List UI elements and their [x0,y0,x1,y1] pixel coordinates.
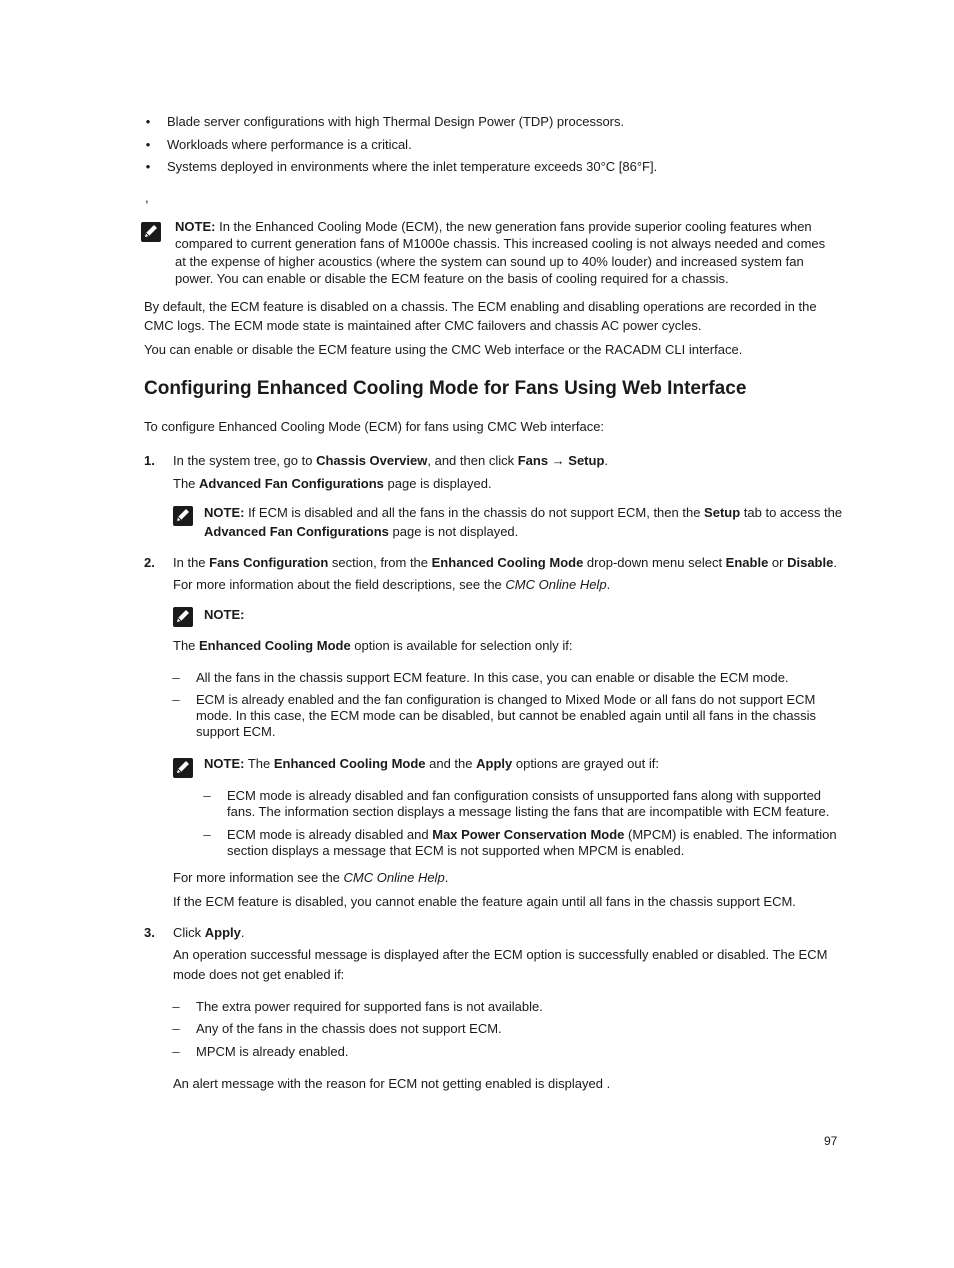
dash-marker: – [172,692,180,707]
dash-item: Any of the fans in the chassis does not support ECM. [196,1021,502,1036]
ui-ref-fans-configuration: Fans Configuration [209,555,329,570]
ui-ref-fans: Fans [517,453,549,468]
section-heading: Configuring Enhanced Cooling Mode for Fans Using Web Interface [144,378,747,399]
dash-item: MPCM is already enabled. [196,1044,349,1059]
dash-marker: – [172,999,180,1014]
step3-desc: An operation successful message is displayed after the ECM option is successfully enabled or disabled. The ECM [173,947,828,962]
pencil-note-icon [173,607,193,627]
sub-dash-item: fans. The information section displays a message listing the fans that are incompatible with ECM feature. [227,804,830,819]
ui-ref-apply: Apply [476,756,513,771]
sub-dash-item: section displays a message that ECM is not supported when MPCM is enabled. [227,843,685,858]
dash-marker: – [172,1044,180,1059]
ui-ref-max-power-conservation-mode: Max Power Conservation Mode [432,827,625,842]
ui-ref-setup: Setup [704,505,741,520]
dash-marker: – [203,788,211,803]
note1-line: power. You can enable or disable the ECM feature on the basis of cooling required for a chassis. [175,271,729,286]
step2-note2-line: NOTE: The Enhanced Cooling Mode and the Apply options are grayed out if: [204,756,659,771]
bullet-dot: • [145,137,151,152]
step1-result: The Advanced Fan Configurations page is displayed. [173,476,492,491]
sub-dash-item: ECM mode is already disabled and Max Power Conservation Mode (MPCM) is enabled. The information [227,827,837,842]
dash-item: All the fans in the chassis support ECM feature. In this case, you can enable or disable the ECM mode. [196,670,789,685]
ui-ref-apply: Apply [204,925,241,940]
ui-ref-chassis-overview: Chassis Overview [316,453,428,468]
stray-mark: , [145,190,149,205]
dash-item: support ECM. [196,724,276,739]
dash-item: mode. In this case, the ECM mode can be disabled, but cannot be enabled again until all fans in the chassis [196,708,817,723]
paragraph-line: You can enable or disable the ECM feature using the CMC Web interface or the RACADM CLI interface. [144,342,743,357]
bullet-item: Workloads where performance is a critical. [167,137,412,152]
dash-marker: – [172,1021,180,1036]
step3-desc: mode does not get enabled if: [173,967,345,982]
pencil-note-icon [173,758,193,778]
doc-ref-cmc-online-help: CMC Online Help [343,870,445,885]
ui-ref-enhanced-cooling-mode: Enhanced Cooling Mode [273,756,426,771]
ui-ref-disable: Disable [787,555,834,570]
note-label: NOTE: [204,756,245,771]
note-label: NOTE: [204,607,245,622]
ui-ref-advanced-fan-configurations: Advanced Fan Configurations [199,476,384,491]
sub-dash-item: ECM mode is already disabled and fan configuration consists of unsupported fans along with supported [227,788,822,803]
bullet-dot: • [145,114,151,129]
ui-ref-enhanced-cooling-mode: Enhanced Cooling Mode [431,555,584,570]
page-number: 97 [824,1134,838,1148]
note1-line: compared to current generation fans of M1000e chassis. This increased cooling is not always needed and comes [175,236,826,251]
step3-text: Click Apply. [173,925,245,940]
dash-marker: – [172,670,180,685]
step-number: 3. [144,925,155,940]
bullet-item: Blade server configurations with high Thermal Design Power (TDP) processors. [167,114,625,129]
paragraph-line: By default, the ECM feature is disabled on a chassis. The ECM enabling and disabling operations are recorded in the [144,299,817,314]
note1-line: at the expense of higher acoustics (where the system can sound up to 40% louder) and increased system fan [175,254,804,269]
pencil-note-icon [141,222,161,242]
intro-text: To configure Enhanced Cooling Mode (ECM) for fans using CMC Web interface: [144,419,605,434]
step1-note-line: NOTE: If ECM is disabled and all the fans in the chassis do not support ECM, then the Setup tab to access the [204,505,843,520]
step2-disabled-note: If the ECM feature is disabled, you cannot enable the feature again until all fans in the chassis support ECM. [173,894,796,909]
step-number: 1. [144,453,155,468]
note1-text: In the Enhanced Cooling Mode (ECM), the new generation fans provide superior cooling features when [219,219,812,234]
ui-ref-setup: Setup [568,453,605,468]
note-label: NOTE: [204,505,245,520]
note1-line [175,219,812,235]
step2-more-info: For more information about the field descriptions, see the CMC Online Help. [173,577,611,592]
note-label: NOTE: [175,219,216,234]
step2-more-info: For more information see the CMC Online Help. [173,870,449,885]
dash-item: The extra power required for supported fans is not available. [196,999,543,1014]
pencil-note-icon [173,506,193,526]
dash-marker: – [203,827,211,842]
dash-item: ECM is already enabled and the fan configuration is changed to Mixed Mode or all fans do not support ECM [196,692,816,707]
ui-ref-enhanced-cooling-mode: Enhanced Cooling Mode [199,638,351,653]
step1-text: In the system tree, go to Chassis Overview, and then click Fans → Setup. [173,453,609,468]
bullet-item: Systems deployed in environments where the inlet temperature exceeds 30°C [86°F]. [167,159,658,174]
doc-ref-cmc-online-help: CMC Online Help [505,577,607,592]
step1-note-line: Advanced Fan Configurations page is not displayed. [204,524,519,539]
ui-ref-advanced-fan-configurations: Advanced Fan Configurations [204,524,389,539]
step2-text: In the Fans Configuration section, from the Enhanced Cooling Mode drop-down menu select Enable or Disable. [173,555,837,570]
ui-ref-enable: Enable [725,555,769,570]
step-number: 2. [144,555,155,570]
step2-availability: The Enhanced Cooling Mode option is available for selection only if: [173,638,573,653]
bullet-dot: • [145,159,151,174]
step3-alert: An alert message with the reason for ECM not getting enabled is displayed . [173,1076,611,1091]
paragraph-line: CMC logs. The ECM mode state is maintained after CMC failovers and chassis AC power cycles. [144,318,702,333]
